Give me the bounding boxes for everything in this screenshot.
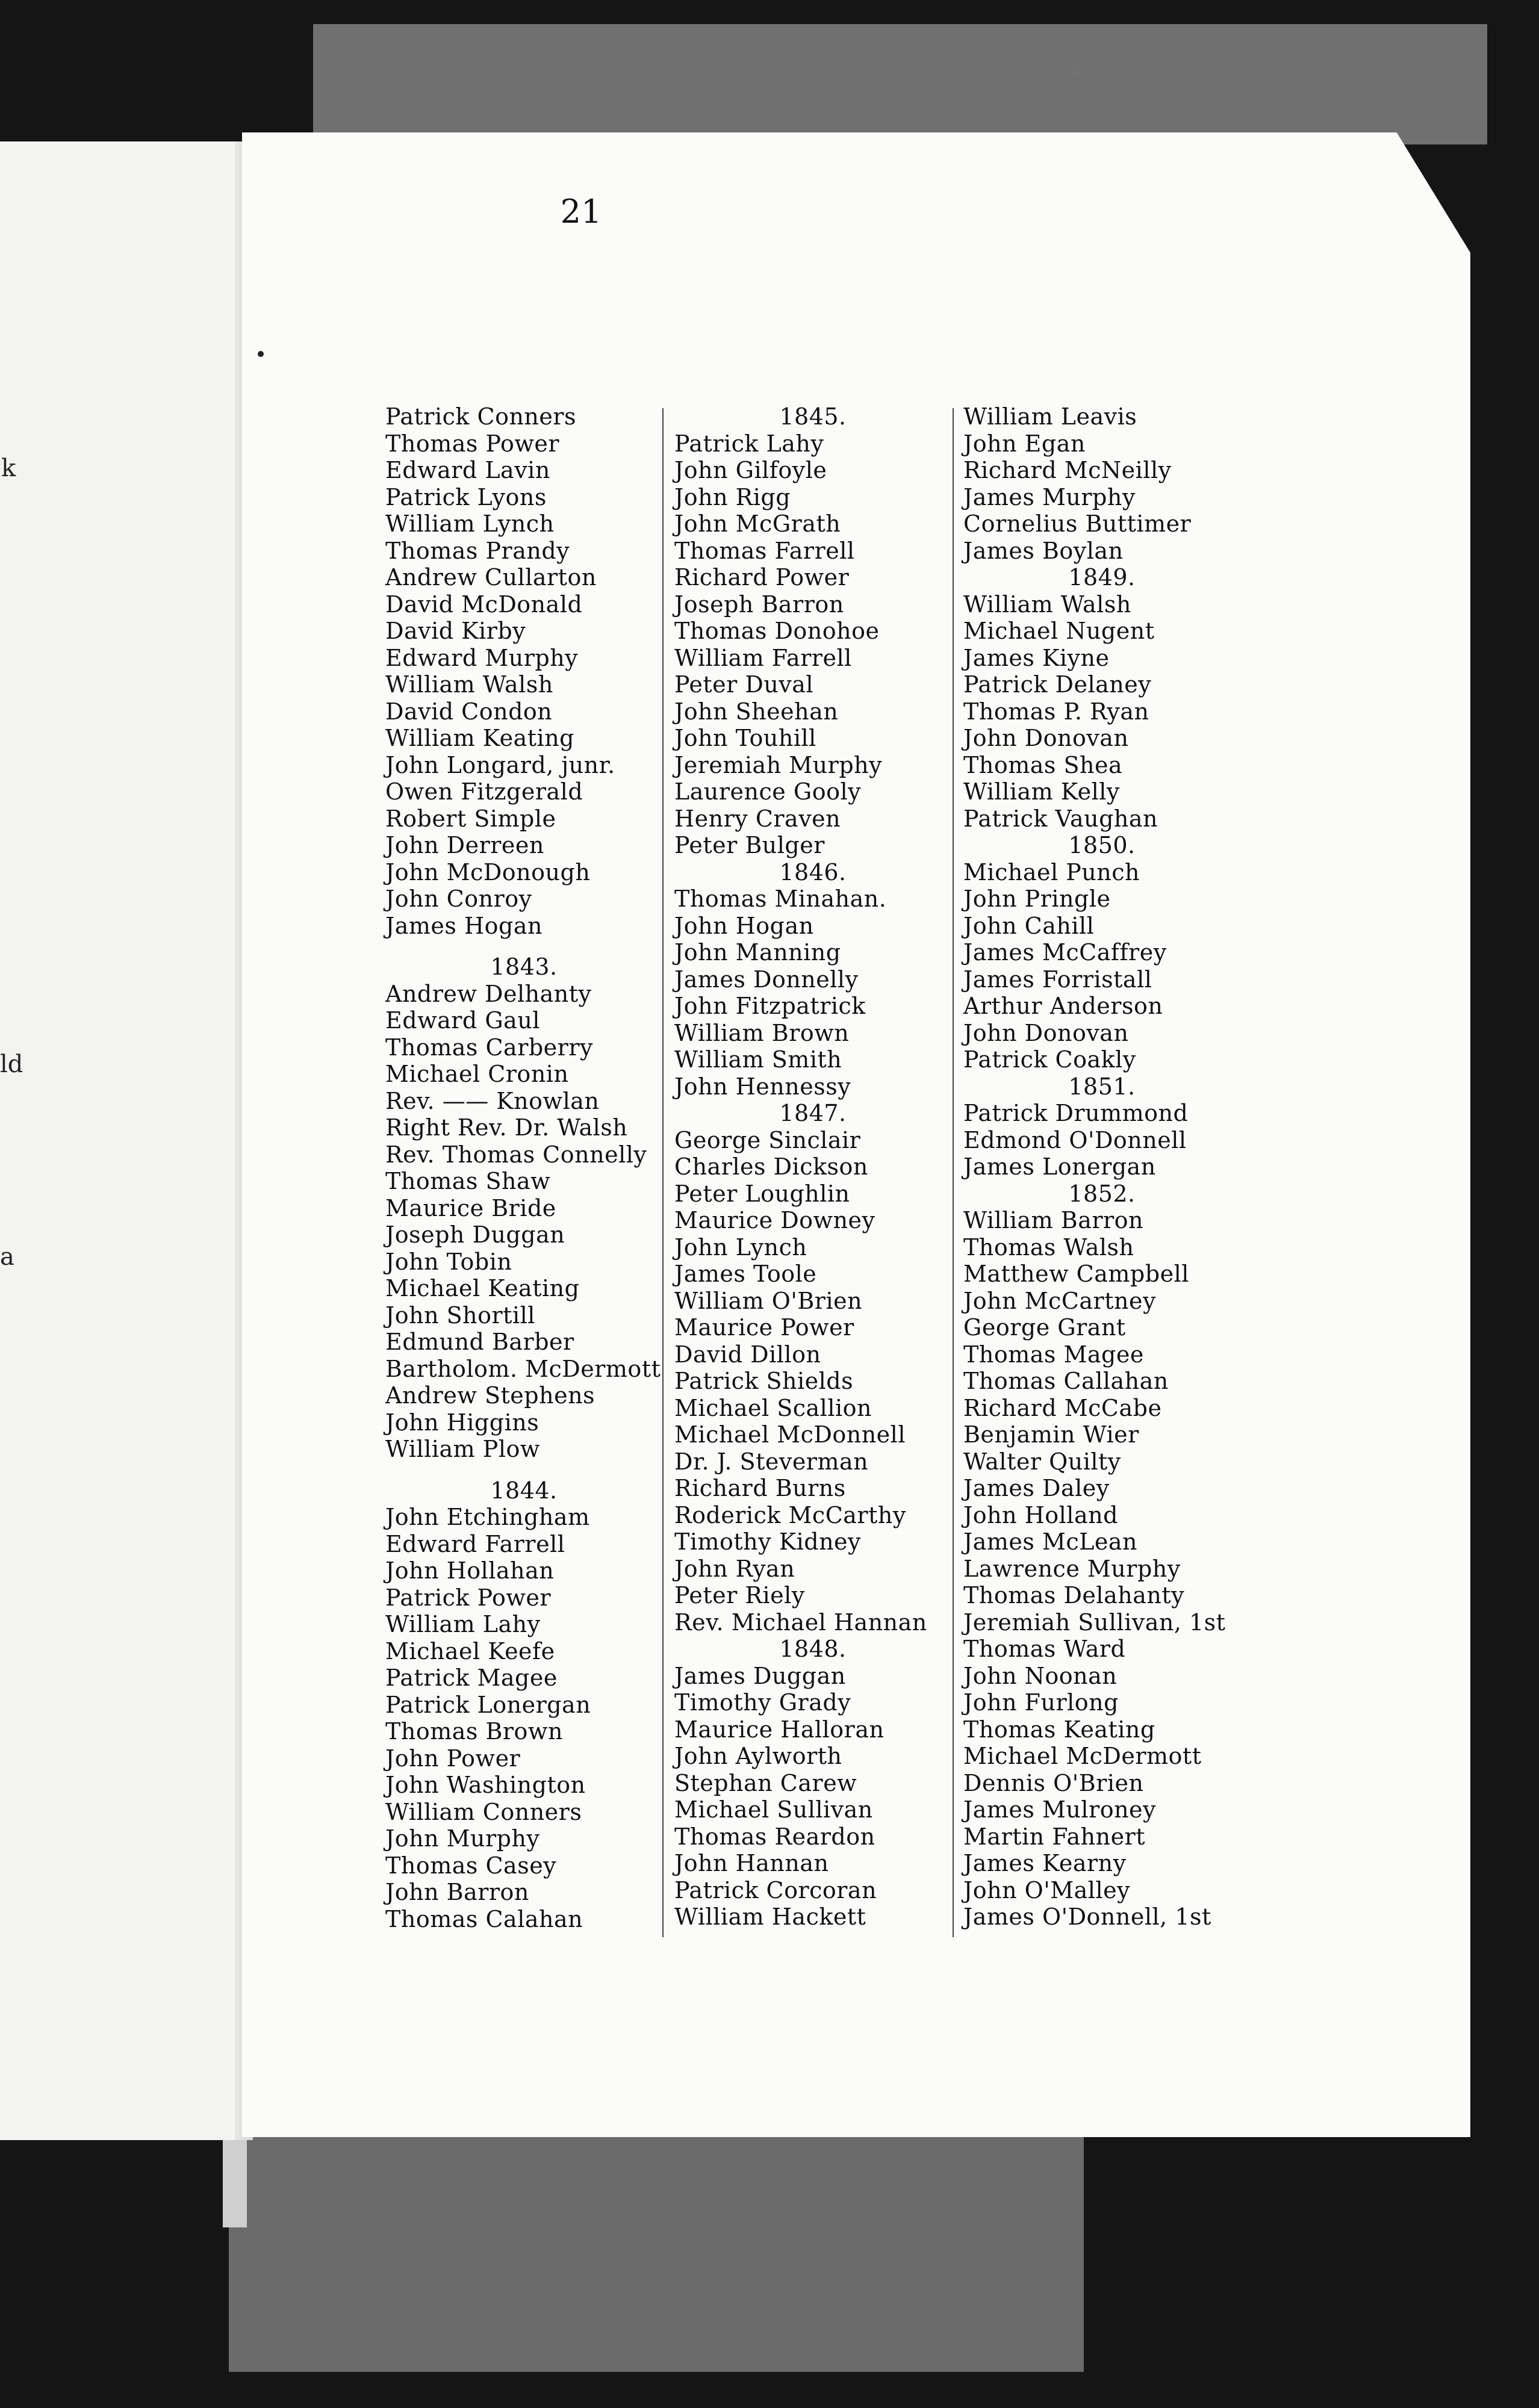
name-entry: John Gilfoyle	[674, 457, 827, 483]
name-entry: John Hannan	[674, 1850, 829, 1876]
name-entry: Michael Punch	[963, 858, 1140, 886]
name-entry: Patrick Coakly	[963, 1046, 1136, 1073]
name-entry: Jeremiah Sullivan, 1st	[963, 1609, 1226, 1636]
name-entry: John Manning	[674, 939, 841, 966]
name-entry: Dennis O'Brien	[963, 1769, 1144, 1796]
name-entry: William Lynch	[385, 510, 555, 537]
name-entry: Thomas Delahanty	[963, 1582, 1185, 1609]
name-entry: George Sinclair	[674, 1126, 861, 1153]
name-entry: Michael Keefe	[385, 1637, 555, 1665]
name-entry: Edward Farrell	[385, 1530, 565, 1557]
name-entry: Edward Murphy	[385, 644, 579, 671]
name-entry: James Toole	[674, 1261, 817, 1287]
name-entry: Patrick Conners	[385, 403, 577, 430]
year-heading: 1851.	[1068, 1073, 1136, 1100]
left-page-text-fragment: k	[1, 455, 16, 482]
name-entry: William O'Brien	[674, 1287, 863, 1314]
margin-dot	[258, 351, 264, 357]
name-entry: Robert Simple	[385, 805, 556, 832]
name-entry: John Fitzpatrick	[674, 993, 866, 1019]
name-entry: Rev. —— Knowlan	[385, 1087, 600, 1114]
name-entry: James Mulroney	[963, 1796, 1156, 1823]
name-entry: John Tobin	[385, 1248, 512, 1275]
name-entry: Patrick Lyons	[385, 483, 547, 510]
name-entry: Thomas Magee	[963, 1341, 1144, 1368]
name-entry: John Donovan	[963, 725, 1129, 751]
name-entry: John Noonan	[963, 1662, 1118, 1689]
left-page	[0, 141, 253, 2140]
spacer	[385, 1463, 662, 1477]
name-entry: John Conroy	[385, 886, 532, 912]
name-entry: Thomas Casey	[385, 1852, 557, 1879]
name-entry: Michael Sullivan	[674, 1796, 873, 1823]
name-entry: Thomas Walsh	[963, 1233, 1134, 1261]
name-entry: John Sheehan	[674, 698, 839, 725]
name-entry: Rev. Thomas Connelly	[385, 1141, 647, 1168]
name-entry: David McDonald	[385, 591, 583, 618]
name-entry: William Walsh	[963, 591, 1131, 618]
name-entry: Michael McDonnell	[674, 1421, 906, 1448]
name-entry: John McGrath	[674, 510, 841, 537]
name-entry: Michael Nugent	[963, 618, 1155, 644]
name-entry: Arthur Anderson	[963, 993, 1163, 1019]
name-entry: William Barron	[963, 1207, 1144, 1233]
name-entry: William Keating	[385, 725, 575, 751]
name-entry: Richard McNeilly	[963, 457, 1172, 483]
year-heading: 1843.	[490, 954, 558, 980]
name-entry: Patrick Corcoran	[674, 1876, 877, 1904]
name-entry: James Duggan	[674, 1662, 846, 1689]
name-entry: Thomas Calahan	[385, 1905, 583, 1932]
name-entry: Thomas Carberry	[385, 1034, 593, 1061]
name-entry: Cornelius Buttimer	[963, 510, 1192, 537]
name-entry: James Murphy	[963, 483, 1136, 510]
year-heading: 1844.	[490, 1477, 558, 1504]
name-entry: John Longard, junr.	[385, 751, 615, 778]
name-entry: James Boylan	[963, 537, 1124, 564]
name-entry: Timothy Grady	[674, 1689, 851, 1716]
name-entry: Edmund Barber	[385, 1329, 574, 1355]
name-entry: Owen Fitzgerald	[385, 778, 583, 805]
name-entry: Martin Fahnert	[963, 1823, 1146, 1850]
name-entry: John Shortill	[385, 1302, 535, 1329]
name-column-1	[385, 403, 662, 1932]
name-entry: Henry Craven	[674, 805, 841, 832]
year-heading: 1850.	[1068, 832, 1136, 858]
name-entry: Richard Burns	[674, 1475, 846, 1501]
name-entry: Edmond O'Donnell	[963, 1126, 1187, 1153]
name-entry: Edward Lavin	[385, 457, 550, 483]
name-entry: Joseph Barron	[674, 591, 844, 618]
name-column-2	[674, 403, 951, 1931]
name-entry: Laurence Gooly	[674, 778, 862, 805]
name-entry: James Kearny	[963, 1850, 1127, 1876]
name-entry: Rev. Michael Hannan	[674, 1609, 927, 1636]
name-entry: William Plow	[385, 1436, 540, 1462]
name-entry: Peter Loughlin	[674, 1180, 850, 1207]
name-entry: John Hogan	[674, 912, 814, 939]
name-entry: John Derreen	[385, 832, 544, 858]
name-entry: William Brown	[674, 1019, 850, 1046]
name-entry: Thomas Farrell	[674, 537, 855, 564]
name-entry: Right Rev. Dr. Walsh	[385, 1114, 628, 1141]
name-entry: James O'Donnell, 1st	[963, 1904, 1211, 1930]
name-entry: Roderick McCarthy	[674, 1501, 906, 1528]
name-entry: James Lonergan	[963, 1153, 1156, 1180]
name-entry: Patrick Lonergan	[385, 1691, 591, 1718]
name-entry: William Lahy	[385, 1611, 541, 1637]
name-entry: Patrick Delaney	[963, 671, 1152, 698]
top-tape-strip	[313, 24, 1487, 144]
name-entry: James McLean	[963, 1528, 1138, 1555]
name-entry: Patrick Shields	[674, 1368, 854, 1394]
name-entry: Patrick Power	[385, 1584, 552, 1611]
page-number: 21	[560, 193, 602, 231]
name-entry: Thomas Callahan	[963, 1368, 1169, 1394]
year-heading: 1849.	[1068, 564, 1136, 591]
name-entry: John Lynch	[674, 1233, 807, 1261]
year-heading: 1848.	[779, 1636, 847, 1662]
name-entry: John Cahill	[963, 912, 1095, 939]
left-page-text-fragment: ld	[0, 1050, 23, 1078]
name-entry: John Power	[385, 1745, 521, 1772]
name-entry: Peter Duval	[674, 671, 814, 698]
name-entry: James Daley	[963, 1475, 1110, 1501]
name-entry: Bartholom. McDermott	[385, 1355, 661, 1382]
name-entry: John Washington	[385, 1772, 586, 1798]
name-entry: Thomas P. Ryan	[963, 698, 1149, 725]
spacer	[385, 939, 662, 954]
name-entry: Thomas Prandy	[385, 537, 570, 564]
name-column-3	[963, 403, 1240, 1931]
name-entry: David Dillon	[674, 1341, 821, 1368]
name-entry: George Grant	[963, 1314, 1126, 1341]
name-entry: John Pringle	[963, 886, 1111, 912]
name-entry: John McCartney	[963, 1287, 1156, 1314]
name-entry: David Kirby	[385, 618, 526, 644]
name-entry: Jeremiah Murphy	[674, 751, 883, 778]
name-entry: Thomas Minahan.	[674, 886, 887, 912]
name-entry: Richard Power	[674, 564, 850, 591]
name-entry: John O'Malley	[963, 1876, 1131, 1904]
name-entry: Stephan Carew	[674, 1769, 857, 1796]
name-entry: Maurice Power	[674, 1314, 854, 1341]
name-entry: John Touhill	[674, 725, 816, 751]
name-entry: William Leavis	[963, 403, 1137, 430]
name-entry: Maurice Downey	[674, 1207, 875, 1233]
name-entry: Maurice Bride	[385, 1194, 556, 1221]
name-entry: Thomas Donohoe	[674, 618, 880, 644]
name-entry: Patrick Magee	[385, 1665, 558, 1691]
name-entry: Thomas Brown	[385, 1718, 563, 1745]
name-entry: John Rigg	[674, 483, 791, 510]
name-entry: John Hollahan	[385, 1557, 555, 1584]
name-entry: Michael Scallion	[674, 1394, 872, 1421]
name-entry: Thomas Ward	[963, 1636, 1126, 1662]
name-entry: David Condon	[385, 698, 553, 725]
name-entry: Andrew Delhanty	[385, 980, 592, 1007]
name-entry: William Hackett	[674, 1904, 866, 1930]
name-entry: William Walsh	[385, 671, 553, 698]
name-entry: Maurice Halloran	[674, 1716, 885, 1743]
name-entry: Lawrence Murphy	[963, 1555, 1181, 1582]
name-entry: Patrick Vaughan	[963, 805, 1158, 832]
column-divider	[662, 408, 664, 1937]
name-entry: William Smith	[674, 1046, 842, 1073]
name-entry: John McDonough	[385, 858, 591, 886]
name-entry: Peter Riely	[674, 1582, 805, 1609]
left-page-text-fragment: a	[0, 1243, 14, 1271]
name-entry: William Farrell	[674, 644, 852, 671]
name-entry: John Barron	[385, 1879, 529, 1905]
name-entry: William Conners	[385, 1798, 582, 1825]
name-entry: Thomas Shea	[963, 751, 1123, 778]
name-entry: Benjamin Wier	[963, 1421, 1139, 1448]
name-entry: John Furlong	[963, 1689, 1119, 1716]
name-entry: Patrick Lahy	[674, 430, 824, 457]
name-entry: John Aylworth	[674, 1743, 842, 1769]
column-divider	[953, 408, 954, 1937]
year-heading: 1847.	[779, 1100, 847, 1126]
name-entry: Walter Quilty	[963, 1448, 1121, 1475]
name-entry: James Donnelly	[674, 966, 859, 993]
name-entry: Patrick Drummond	[963, 1100, 1189, 1126]
year-heading: 1845.	[779, 403, 847, 430]
name-entry: Michael Keating	[385, 1275, 580, 1302]
name-entry: William Kelly	[963, 778, 1120, 805]
name-entry: Andrew Cullarton	[385, 564, 597, 591]
name-entry: James Kiyne	[963, 644, 1110, 671]
name-entry: James Hogan	[385, 912, 543, 939]
name-entry: John Donovan	[963, 1019, 1129, 1046]
name-entry: James McCaffrey	[963, 939, 1167, 966]
name-entry: Thomas Power	[385, 430, 560, 457]
name-entry: Thomas Keating	[963, 1716, 1155, 1743]
name-entry: John Higgins	[385, 1409, 539, 1436]
year-heading: 1846.	[779, 858, 847, 886]
name-entry: Edward Gaul	[385, 1007, 540, 1034]
name-entry: Thomas Shaw	[385, 1168, 551, 1194]
name-entry: Charles Dickson	[674, 1153, 868, 1180]
name-entry: Dr. J. Steverman	[674, 1448, 869, 1475]
name-entry: Michael Cronin	[385, 1061, 569, 1087]
name-entry: John Hennessy	[674, 1073, 851, 1100]
name-entry: Andrew Stephens	[385, 1382, 595, 1409]
name-entry: John Holland	[963, 1501, 1118, 1528]
name-entry: John Etchingham	[385, 1504, 590, 1530]
name-entry: Michael McDermott	[963, 1743, 1202, 1769]
name-entry: James Forristall	[963, 966, 1152, 993]
name-entry: Timothy Kidney	[674, 1528, 861, 1555]
name-entry: Joseph Duggan	[385, 1221, 565, 1248]
name-entry: Peter Bulger	[674, 832, 825, 858]
name-entry: John Murphy	[385, 1825, 540, 1852]
name-entry: Thomas Reardon	[674, 1823, 875, 1850]
name-entry: Matthew Campbell	[963, 1261, 1189, 1287]
name-entry: Richard McCabe	[963, 1394, 1162, 1421]
name-entry: John Ryan	[674, 1555, 795, 1582]
name-entry: John Egan	[963, 430, 1086, 457]
year-heading: 1852.	[1068, 1180, 1136, 1207]
